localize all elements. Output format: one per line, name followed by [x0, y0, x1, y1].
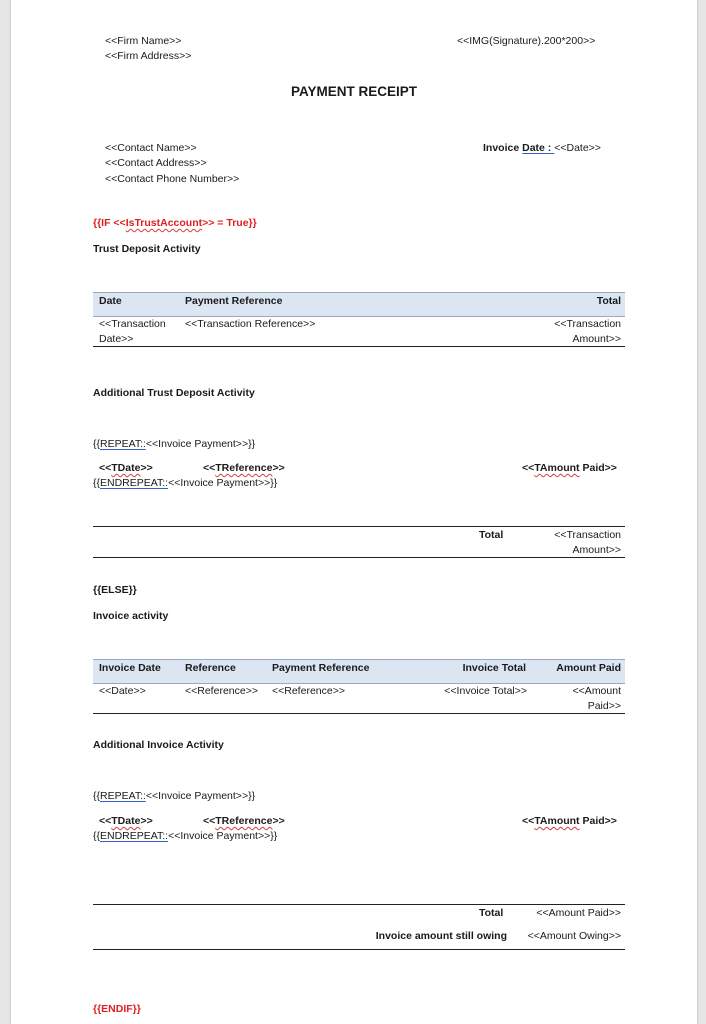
invoice-tamt-close: Paid>> — [579, 815, 617, 827]
trust-heading: Trust Deposit Activity — [93, 243, 201, 255]
invoice-table-bottom-rule — [93, 713, 625, 714]
invoice-tdate — [99, 814, 153, 829]
invoice-tdate-var: TDate — [111, 815, 141, 827]
document-page — [11, 0, 697, 1024]
contact-address: <<Contact Address>> — [105, 157, 207, 169]
invoice-row-payment-reference: <<Reference>> — [272, 685, 345, 697]
invoice-tref-open: << — [203, 815, 216, 827]
invoice-date-label-plain: Invoice — [483, 142, 523, 154]
trust-total-top-rule — [93, 526, 625, 527]
trust-tamount — [522, 461, 617, 476]
invoice-endrepeat-brace: {{ — [93, 830, 101, 842]
additional-trust-heading: Additional Trust Deposit Activity — [93, 387, 255, 399]
invoice-total-top-rule — [93, 904, 625, 905]
invoice-repeat-open-brace: {{ — [93, 790, 101, 802]
if-variable: IsTrustAccount — [125, 217, 203, 229]
invoice-total-label: Total — [479, 907, 504, 919]
if-open: {{IF << — [93, 217, 126, 229]
firm-name: <<Firm Name>> — [105, 35, 182, 47]
invoice-total-value: <<Amount Paid>> — [536, 907, 621, 919]
else-tag: {{ELSE}} — [93, 584, 137, 596]
trust-tref-close: >> — [272, 462, 285, 474]
if-condition-tag — [93, 216, 257, 231]
invoice-row-invoice-total: <<Invoice Total>> — [444, 685, 527, 697]
contact-name: <<Contact Name>> — [105, 142, 197, 154]
trust-tamt-close: Paid>> — [579, 462, 617, 474]
trust-col-date: Date — [99, 295, 122, 307]
trust-row-reference: <<Transaction Reference>> — [185, 318, 316, 330]
invoice-date-value: <<Date>> — [554, 142, 601, 154]
firm-address: <<Firm Address>> — [105, 50, 192, 62]
invoice-endrepeat-keyword: ENDREPEAT:: — [100, 830, 169, 842]
contact-phone: <<Contact Phone Number>> — [105, 173, 240, 185]
invoice-endrepeat-target: <<Invoice Payment>>}} — [168, 830, 278, 842]
trust-tdate-var: TDate — [111, 462, 141, 474]
trust-row-amount-1: <<Transaction — [554, 318, 621, 330]
trust-tamt-var: TAmount — [534, 462, 580, 474]
invoice-col-payment-reference: Payment Reference — [272, 662, 370, 674]
invoice-repeat-close — [93, 829, 277, 844]
trust-total-bottom-rule — [93, 557, 625, 558]
trust-col-payment-reference: Payment Reference — [185, 295, 283, 307]
trust-total-value-1: <<Transaction — [554, 529, 621, 541]
invoice-col-invoice-total: Invoice Total — [462, 662, 526, 674]
trust-tdate-close: >> — [140, 462, 153, 474]
trust-repeat-open-brace: {{ — [93, 438, 101, 450]
trust-total-value-2: Amount>> — [572, 544, 621, 556]
trust-row-date-2: Date>> — [99, 333, 134, 345]
signature-placeholder: <<IMG(Signature).200*200>> — [457, 35, 596, 47]
trust-row-amount-2: Amount>> — [572, 333, 621, 345]
invoice-repeat-target: <<Invoice Payment>>}} — [145, 790, 256, 802]
invoice-tamt-open: << — [522, 815, 535, 827]
invoice-tamount — [522, 814, 617, 829]
invoice-date-label: Date — [522, 142, 545, 154]
additional-invoice-heading: Additional Invoice Activity — [93, 739, 224, 751]
amount-owing-value: <<Amount Owing>> — [527, 930, 621, 942]
invoice-row-amount-1: <<Amount — [572, 685, 621, 697]
page-title: PAYMENT RECEIPT — [290, 84, 418, 99]
trust-row-date-1: <<Transaction — [99, 318, 166, 330]
invoice-row-reference: <<Reference>> — [185, 685, 258, 697]
trust-endrepeat-brace: {{ — [93, 477, 101, 489]
trust-repeat-close — [93, 476, 277, 491]
trust-treference — [203, 461, 285, 476]
invoice-date-colon: : — [544, 142, 555, 154]
invoice-heading: Invoice activity — [93, 610, 169, 622]
invoice-owing-bottom-rule — [93, 949, 625, 950]
trust-repeat-keyword: REPEAT:: — [100, 438, 146, 450]
amount-owing-label: Invoice amount still owing — [375, 930, 507, 942]
trust-col-total: Total — [596, 295, 621, 307]
invoice-tdate-open: << — [99, 815, 112, 827]
invoice-col-amount-paid: Amount Paid — [556, 662, 621, 674]
invoice-repeat-open — [93, 789, 255, 804]
invoice-col-date: Invoice Date — [99, 662, 161, 674]
trust-table-bottom-rule — [93, 346, 625, 347]
trust-tref-var: TReference — [215, 462, 273, 474]
trust-tdate-open: << — [99, 462, 112, 474]
trust-endrepeat-target: <<Invoice Payment>>}} — [168, 477, 278, 489]
invoice-treference — [203, 814, 285, 829]
invoice-tamt-var: TAmount — [534, 815, 580, 827]
invoice-row-date: <<Date>> — [99, 685, 146, 697]
invoice-row-amount-2: Paid>> — [587, 700, 621, 712]
trust-endrepeat-keyword: ENDREPEAT:: — [100, 477, 169, 489]
invoice-col-reference: Reference — [185, 662, 236, 674]
trust-tref-open: << — [203, 462, 216, 474]
trust-tamt-open: << — [522, 462, 535, 474]
invoice-date-line — [483, 141, 601, 156]
invoice-tref-close: >> — [272, 815, 285, 827]
invoice-repeat-keyword: REPEAT:: — [100, 790, 146, 802]
trust-tdate — [99, 461, 153, 476]
invoice-tref-var: TReference — [215, 815, 273, 827]
endif-tag: {{ENDIF}} — [93, 1003, 141, 1015]
trust-total-label: Total — [479, 529, 504, 541]
trust-repeat-open — [93, 437, 255, 452]
trust-repeat-target: <<Invoice Payment>>}} — [145, 438, 256, 450]
invoice-tdate-close: >> — [140, 815, 153, 827]
if-close: >> = True}} — [202, 217, 257, 229]
